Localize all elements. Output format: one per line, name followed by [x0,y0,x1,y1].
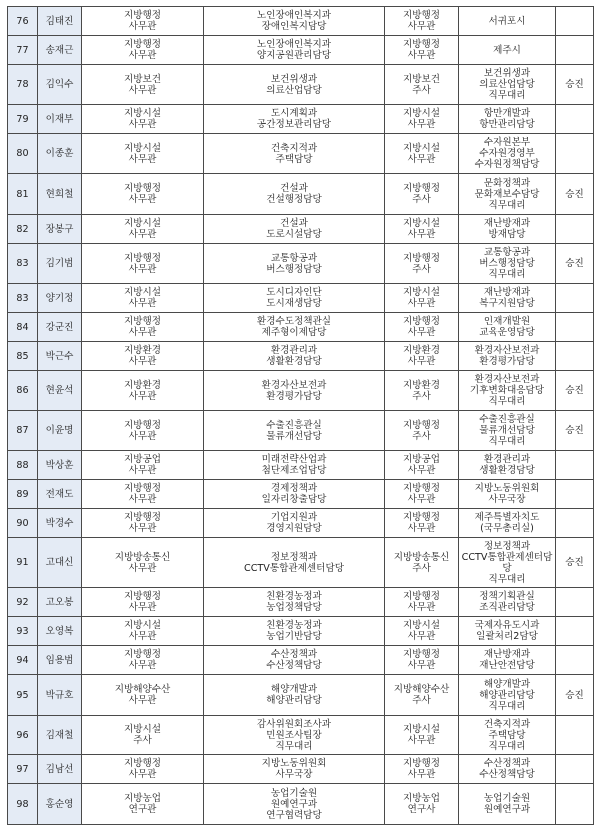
note [556,215,594,244]
previous-rank: 지방행정 사무관 [82,646,204,675]
previous-department: 수산정책과 수산정책담당 [204,646,385,675]
person-name: 현희철 [38,174,82,215]
note [556,342,594,371]
person-name: 전재도 [38,480,82,509]
person-name: 김남선 [38,755,82,784]
row-number: 79 [8,105,38,134]
table-row [8,509,594,538]
previous-department: 건축지적과 주택담당 [204,134,385,174]
new-department: 수산정책과 수산정책담당 [459,755,556,784]
note [556,451,594,480]
new-rank: 지방방송통신 주사 [385,538,459,588]
person-name: 고대신 [38,538,82,588]
person-name: 김태진 [38,7,82,36]
new-rank: 지방환경 사무관 [385,342,459,371]
person-name: 홍순영 [38,784,82,825]
new-rank: 지방시설 사무관 [385,105,459,134]
previous-rank: 지방농업 연구관 [82,784,204,825]
table-row [8,411,594,451]
note: 승진 [556,371,594,411]
previous-department: 친환경농정과 농업기반담당 [204,617,385,646]
note: 승진 [556,675,594,716]
previous-rank: 지방시설 사무관 [82,134,204,174]
new-rank: 지방시설 사무관 [385,284,459,313]
table-row [8,617,594,646]
new-department: 재난방재과 재난안전담당 [459,646,556,675]
previous-rank: 지방행정 사무관 [82,588,204,617]
person-name: 박상훈 [38,451,82,480]
note [556,7,594,36]
new-department: 환경관리과 생활환경담당 [459,451,556,480]
row-number: 90 [8,509,38,538]
previous-department: 친환경농정과 농업정책담당 [204,588,385,617]
note [556,646,594,675]
previous-rank: 지방해양수산 사무관 [82,675,204,716]
previous-rank: 지방행정 사무관 [82,174,204,215]
table-row [8,36,594,65]
personnel-table [7,6,594,825]
previous-department: 건설과 도로시설담당 [204,215,385,244]
new-rank: 지방행정 주사 [385,244,459,284]
table-row [8,244,594,284]
row-number: 76 [8,7,38,36]
previous-rank: 지방행정 사무관 [82,244,204,284]
previous-department: 교통항공과 버스행정담당 [204,244,385,284]
note: 승진 [556,174,594,215]
table-row [8,215,594,244]
previous-department: 보건위생과 의료산업담당 [204,65,385,105]
new-department: 정책기획관실 조직관리담당 [459,588,556,617]
row-number: 91 [8,538,38,588]
note [556,134,594,174]
table-row [8,675,594,716]
note [556,36,594,65]
new-rank: 지방행정 주사 [385,174,459,215]
person-name: 김기범 [38,244,82,284]
previous-department: 농업기술원 원예연구과 연구협력담당 [204,784,385,825]
new-department: 제주시 [459,36,556,65]
new-rank: 지방행정 사무관 [385,755,459,784]
new-rank: 지방행정 주사 [385,411,459,451]
person-name: 장봉구 [38,215,82,244]
new-department: 교통항공과 버스행정담당 직무대리 [459,244,556,284]
table-row [8,646,594,675]
table-row [8,588,594,617]
note: 승진 [556,244,594,284]
row-number: 89 [8,480,38,509]
note [556,509,594,538]
previous-rank: 지방행정 사무관 [82,480,204,509]
new-rank: 지방행정 사무관 [385,588,459,617]
person-name: 김익수 [38,65,82,105]
new-rank: 지방보건 주사 [385,65,459,105]
row-number: 84 [8,313,38,342]
note [556,617,594,646]
previous-department: 지방노동위원회 사무국장 [204,755,385,784]
new-department: 재난방재과 방재담당 [459,215,556,244]
person-name: 박근수 [38,342,82,371]
row-number: 80 [8,134,38,174]
new-rank: 지방행정 사무관 [385,313,459,342]
previous-rank: 지방시설 사무관 [82,284,204,313]
new-department: 보건위생과 의료산업담당 직무대리 [459,65,556,105]
previous-rank: 지방환경 사무관 [82,342,204,371]
table-row [8,755,594,784]
personnel-table-sheet [7,6,593,825]
note: 승진 [556,65,594,105]
person-name: 임용범 [38,646,82,675]
row-number: 77 [8,36,38,65]
table-body [8,7,594,825]
row-number: 83 [8,244,38,284]
previous-department: 노인장애인복지과 장애인복지담당 [204,7,385,36]
new-department: 제주특별자치도 (국무총리실) [459,509,556,538]
new-rank: 지방시설 사무관 [385,716,459,755]
new-rank: 지방환경 주사 [385,371,459,411]
row-number: 81 [8,174,38,215]
table-row [8,342,594,371]
previous-department: 환경관리과 생활환경담당 [204,342,385,371]
table-row [8,174,594,215]
person-name: 김재철 [38,716,82,755]
new-rank: 지방시설 사무관 [385,215,459,244]
previous-rank: 지방행정 사무관 [82,36,204,65]
person-name: 양기정 [38,284,82,313]
note [556,755,594,784]
new-department: 수출진흥관실 물류개선담당 직무대리 [459,411,556,451]
new-department: 문화정책과 문화재보수담당 직무대리 [459,174,556,215]
row-number: 98 [8,784,38,825]
previous-department: 노인장애인복지과 양지공원관리담당 [204,36,385,65]
previous-department: 건설과 건설행정담당 [204,174,385,215]
row-number: 88 [8,451,38,480]
person-name: 송재근 [38,36,82,65]
row-number: 92 [8,588,38,617]
table-row [8,451,594,480]
note [556,784,594,825]
new-rank: 지방해양수산 주사 [385,675,459,716]
previous-rank: 지방방송통신 사무관 [82,538,204,588]
person-name: 이윤명 [38,411,82,451]
previous-department: 정보정책과 CCTV통합관제센터담당 [204,538,385,588]
previous-rank: 지방행정 사무관 [82,411,204,451]
table-row [8,784,594,825]
row-number: 87 [8,411,38,451]
previous-department: 도시계획과 공간정보관리담당 [204,105,385,134]
table-row [8,134,594,174]
table-row [8,65,594,105]
new-rank: 지방행정 사무관 [385,509,459,538]
row-number: 82 [8,215,38,244]
table-row [8,284,594,313]
previous-rank: 지방시설 주사 [82,716,204,755]
row-number: 83 [8,284,38,313]
previous-rank: 지방시설 사무관 [82,105,204,134]
new-department: 인재개발원 교육운영담당 [459,313,556,342]
previous-rank: 지방시설 사무관 [82,215,204,244]
new-department: 건축지적과 주택담당 직무대리 [459,716,556,755]
new-department: 지방노동위원회 사무국장 [459,480,556,509]
previous-department: 환경자산보전과 환경평가담당 [204,371,385,411]
new-rank: 지방행정 사무관 [385,646,459,675]
table-row [8,7,594,36]
new-department: 항만개발과 항만관리담당 [459,105,556,134]
previous-department: 미래전략산업과 첨단제조업담당 [204,451,385,480]
person-name: 오영복 [38,617,82,646]
row-number: 95 [8,675,38,716]
previous-rank: 지방보건 사무관 [82,65,204,105]
previous-rank: 지방행정 사무관 [82,313,204,342]
new-department: 환경자산보전과 환경평가담당 [459,342,556,371]
table-row [8,105,594,134]
person-name: 고오봉 [38,588,82,617]
table-row [8,371,594,411]
new-rank: 지방시설 사무관 [385,134,459,174]
row-number: 85 [8,342,38,371]
note [556,313,594,342]
note [556,716,594,755]
person-name: 현윤석 [38,371,82,411]
previous-department: 해양개발과 해양관리담당 [204,675,385,716]
table-row [8,480,594,509]
new-department: 수자원본부 수자원경영부 수자원정책담당 [459,134,556,174]
note [556,588,594,617]
row-number: 78 [8,65,38,105]
new-rank: 지방행정 사무관 [385,480,459,509]
new-rank: 지방행정 사무관 [385,36,459,65]
previous-rank: 지방행정 사무관 [82,7,204,36]
previous-department: 환경수도정책관실 제주형이제담당 [204,313,385,342]
row-number: 97 [8,755,38,784]
new-department: 서귀포시 [459,7,556,36]
note: 승진 [556,411,594,451]
note: 승진 [556,538,594,588]
note [556,105,594,134]
previous-rank: 지방환경 사무관 [82,371,204,411]
new-department: 정보정책과 CCTV통합관제센터담당 직무대리 [459,538,556,588]
previous-rank: 지방행정 사무관 [82,755,204,784]
previous-department: 기업지원과 경영지원담당 [204,509,385,538]
row-number: 96 [8,716,38,755]
note [556,480,594,509]
new-department: 해양개발과 해양관리담당 직무대리 [459,675,556,716]
previous-rank: 지방시설 사무관 [82,617,204,646]
row-number: 93 [8,617,38,646]
previous-department: 수출진흥관실 물류개선담당 [204,411,385,451]
new-department: 국제자유도시과 일괄처리2담당 [459,617,556,646]
previous-department: 경제정책과 일자리창출담당 [204,480,385,509]
person-name: 박규호 [38,675,82,716]
table-row [8,716,594,755]
new-rank: 지방행정 사무관 [385,7,459,36]
table-row [8,313,594,342]
new-department: 재난방재과 복구지원담당 [459,284,556,313]
person-name: 이재부 [38,105,82,134]
previous-rank: 지방행정 사무관 [82,509,204,538]
row-number: 94 [8,646,38,675]
previous-department: 감사위원회조사과 민원조사팀장 직무대리 [204,716,385,755]
new-department: 환경자산보전과 기후변화대응담당 직무대리 [459,371,556,411]
previous-department: 도시디자인단 도시재생담당 [204,284,385,313]
new-rank: 지방시설 사무관 [385,617,459,646]
new-department: 농업기술원 원예연구과 [459,784,556,825]
table-row [8,538,594,588]
previous-rank: 지방공업 사무관 [82,451,204,480]
row-number: 86 [8,371,38,411]
new-rank: 지방공업 사무관 [385,451,459,480]
note [556,284,594,313]
person-name: 이종훈 [38,134,82,174]
person-name: 박경수 [38,509,82,538]
new-rank: 지방농업 연구사 [385,784,459,825]
person-name: 강군진 [38,313,82,342]
